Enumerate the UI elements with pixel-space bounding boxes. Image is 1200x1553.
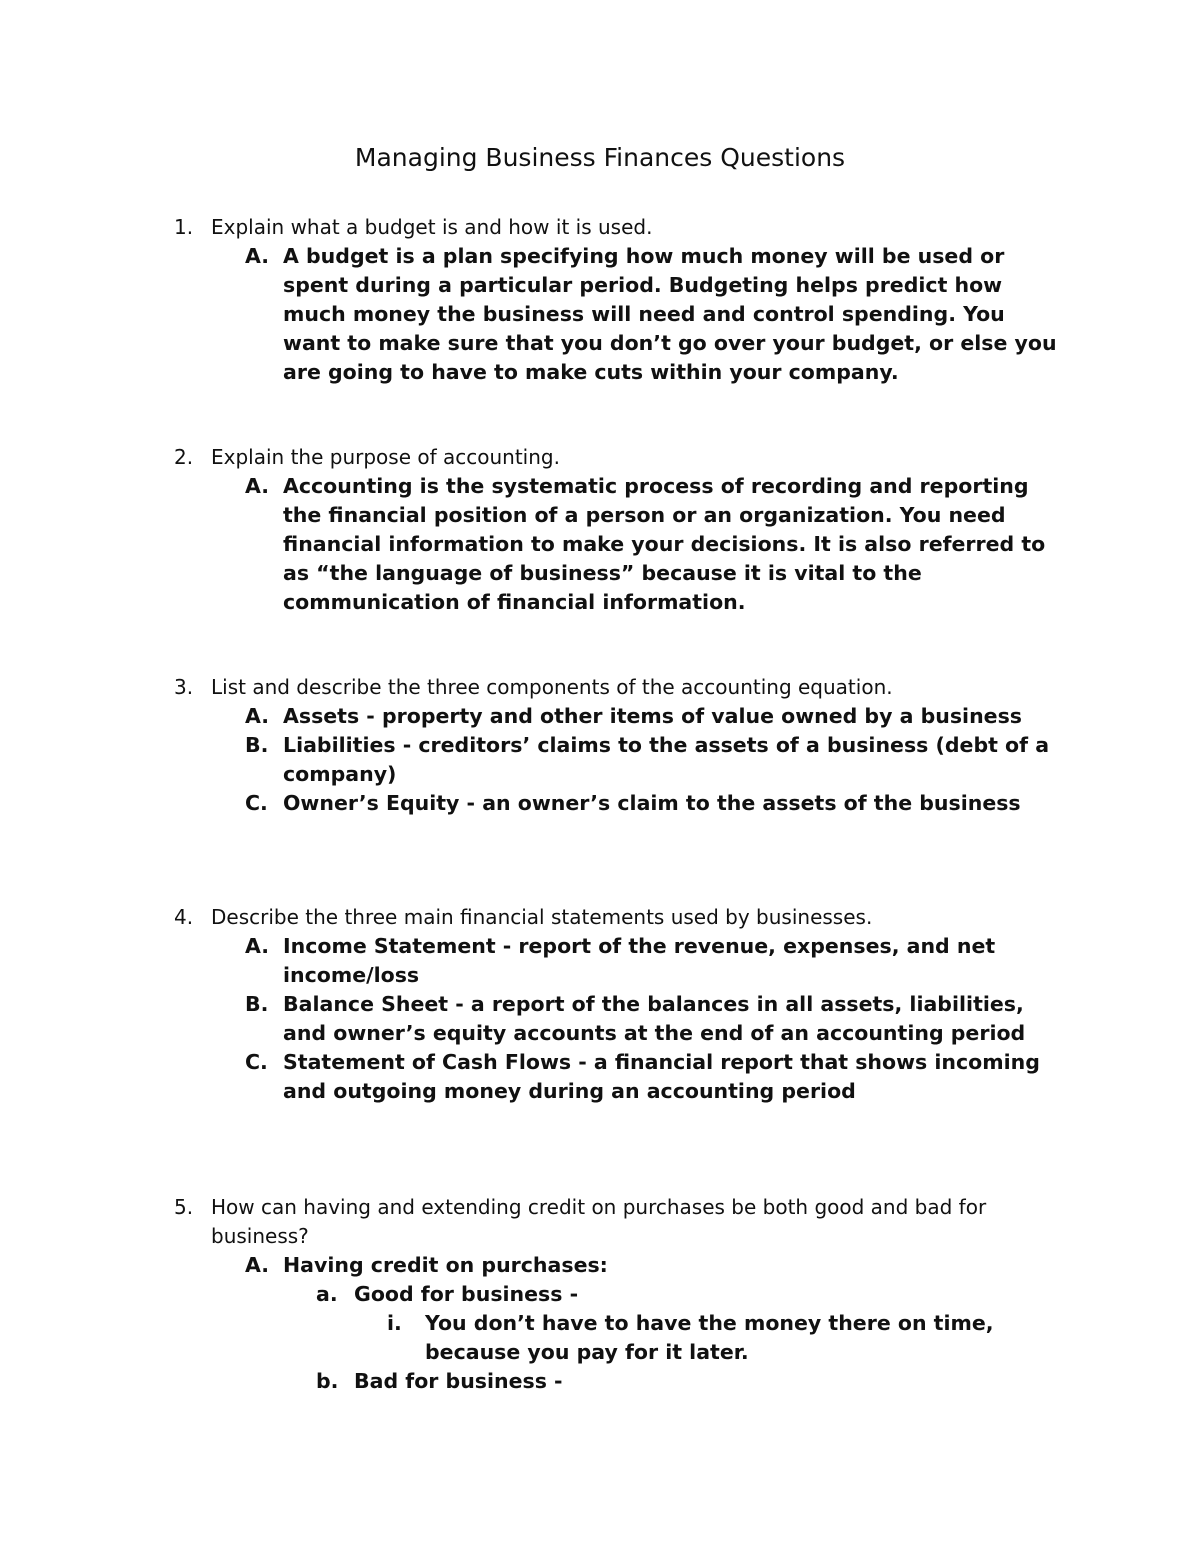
question-5 [174, 1193, 1074, 1396]
answer-letter: a. [316, 1282, 338, 1306]
answer-letter: C. [245, 791, 268, 815]
question-2-prompt [174, 443, 1074, 472]
answer-letter: A. [245, 704, 270, 728]
question-2 [174, 443, 1074, 617]
question-4-prompt [174, 903, 1074, 932]
question-text: Explain the purpose of accounting. [211, 445, 560, 469]
answer-item [245, 932, 1065, 990]
answer-text: Accounting is the systematic process of recording and reporting the financial position of a person or an organization. You need financial information to make your decisions. It is also referred to as “the language of business” because it is vital to the communication of financial information. [283, 474, 1046, 614]
answer-subitem [316, 1367, 1066, 1396]
question-3 [174, 673, 1074, 818]
question-text: List and describe the three components of the accounting equation. [211, 675, 893, 699]
question-number: 5. [174, 1195, 194, 1219]
answer-text: Good for business - [354, 1282, 579, 1306]
answer-item [245, 990, 1065, 1048]
answer-text: Owner’s Equity - an owner’s claim to the assets of the business [283, 791, 1021, 815]
answer-item [245, 702, 1065, 731]
answer-letter: b. [316, 1369, 339, 1393]
question-text: How can having and extending credit on purchases be both good and bad for business? [211, 1195, 987, 1248]
question-3-prompt [174, 673, 1074, 702]
question-5-prompt [174, 1193, 1074, 1251]
answer-text: A budget is a plan specifying how much money will be used or spent during a particular period. Budgeting helps predict how much money the business will need and control spending. You want to make sure that you don’t go over your budget, or else you are going to have to make cuts within your company. [283, 244, 1057, 384]
question-1 [174, 213, 1074, 387]
question-text: Explain what a budget is and how it is used. [211, 215, 653, 239]
answer-letter: A. [245, 474, 270, 498]
question-number: 2. [174, 445, 194, 469]
answer-item [245, 472, 1065, 617]
answer-text: Having credit on purchases: [283, 1253, 608, 1277]
question-text: Describe the three main financial statements used by businesses. [211, 905, 873, 929]
answer-text: Balance Sheet - a report of the balances in all assets, liabilities, and owner’s equity accounts at the end of an accounting period [283, 992, 1026, 1045]
answer-letter: B. [245, 733, 269, 757]
question-4 [174, 903, 1074, 1106]
question-1-prompt [174, 213, 1074, 242]
answer-letter: A. [245, 934, 270, 958]
answer-subsubitem [387, 1309, 1067, 1367]
answer-item [245, 242, 1065, 387]
answer-text: Statement of Cash Flows - a financial report that shows incoming and outgoing money during an accounting period [283, 1050, 1040, 1103]
answer-text: Income Statement - report of the revenue, expenses, and net income/loss [283, 934, 996, 987]
answer-letter: B. [245, 992, 269, 1016]
answer-letter: i. [387, 1311, 402, 1335]
answer-letter: A. [245, 1253, 270, 1277]
question-number: 3. [174, 675, 194, 699]
answer-text: You don’t have to have the money there on time, because you pay for it later. [425, 1311, 994, 1364]
page-title: Managing Business Finances Questions [354, 143, 846, 172]
answer-item [245, 731, 1065, 789]
answer-letter: C. [245, 1050, 268, 1074]
answer-text: Assets - property and other items of value owned by a business [283, 704, 1022, 728]
answer-item [245, 1251, 1065, 1280]
answer-text: Bad for business - [354, 1369, 563, 1393]
answer-subitem [316, 1280, 1066, 1309]
answer-letter: A. [245, 244, 270, 268]
question-number: 1. [174, 215, 194, 239]
answer-item [245, 789, 1085, 818]
question-number: 4. [174, 905, 194, 929]
answer-item [245, 1048, 1065, 1106]
answer-text: Liabilities - creditors’ claims to the assets of a business (debt of a company) [283, 733, 1050, 786]
